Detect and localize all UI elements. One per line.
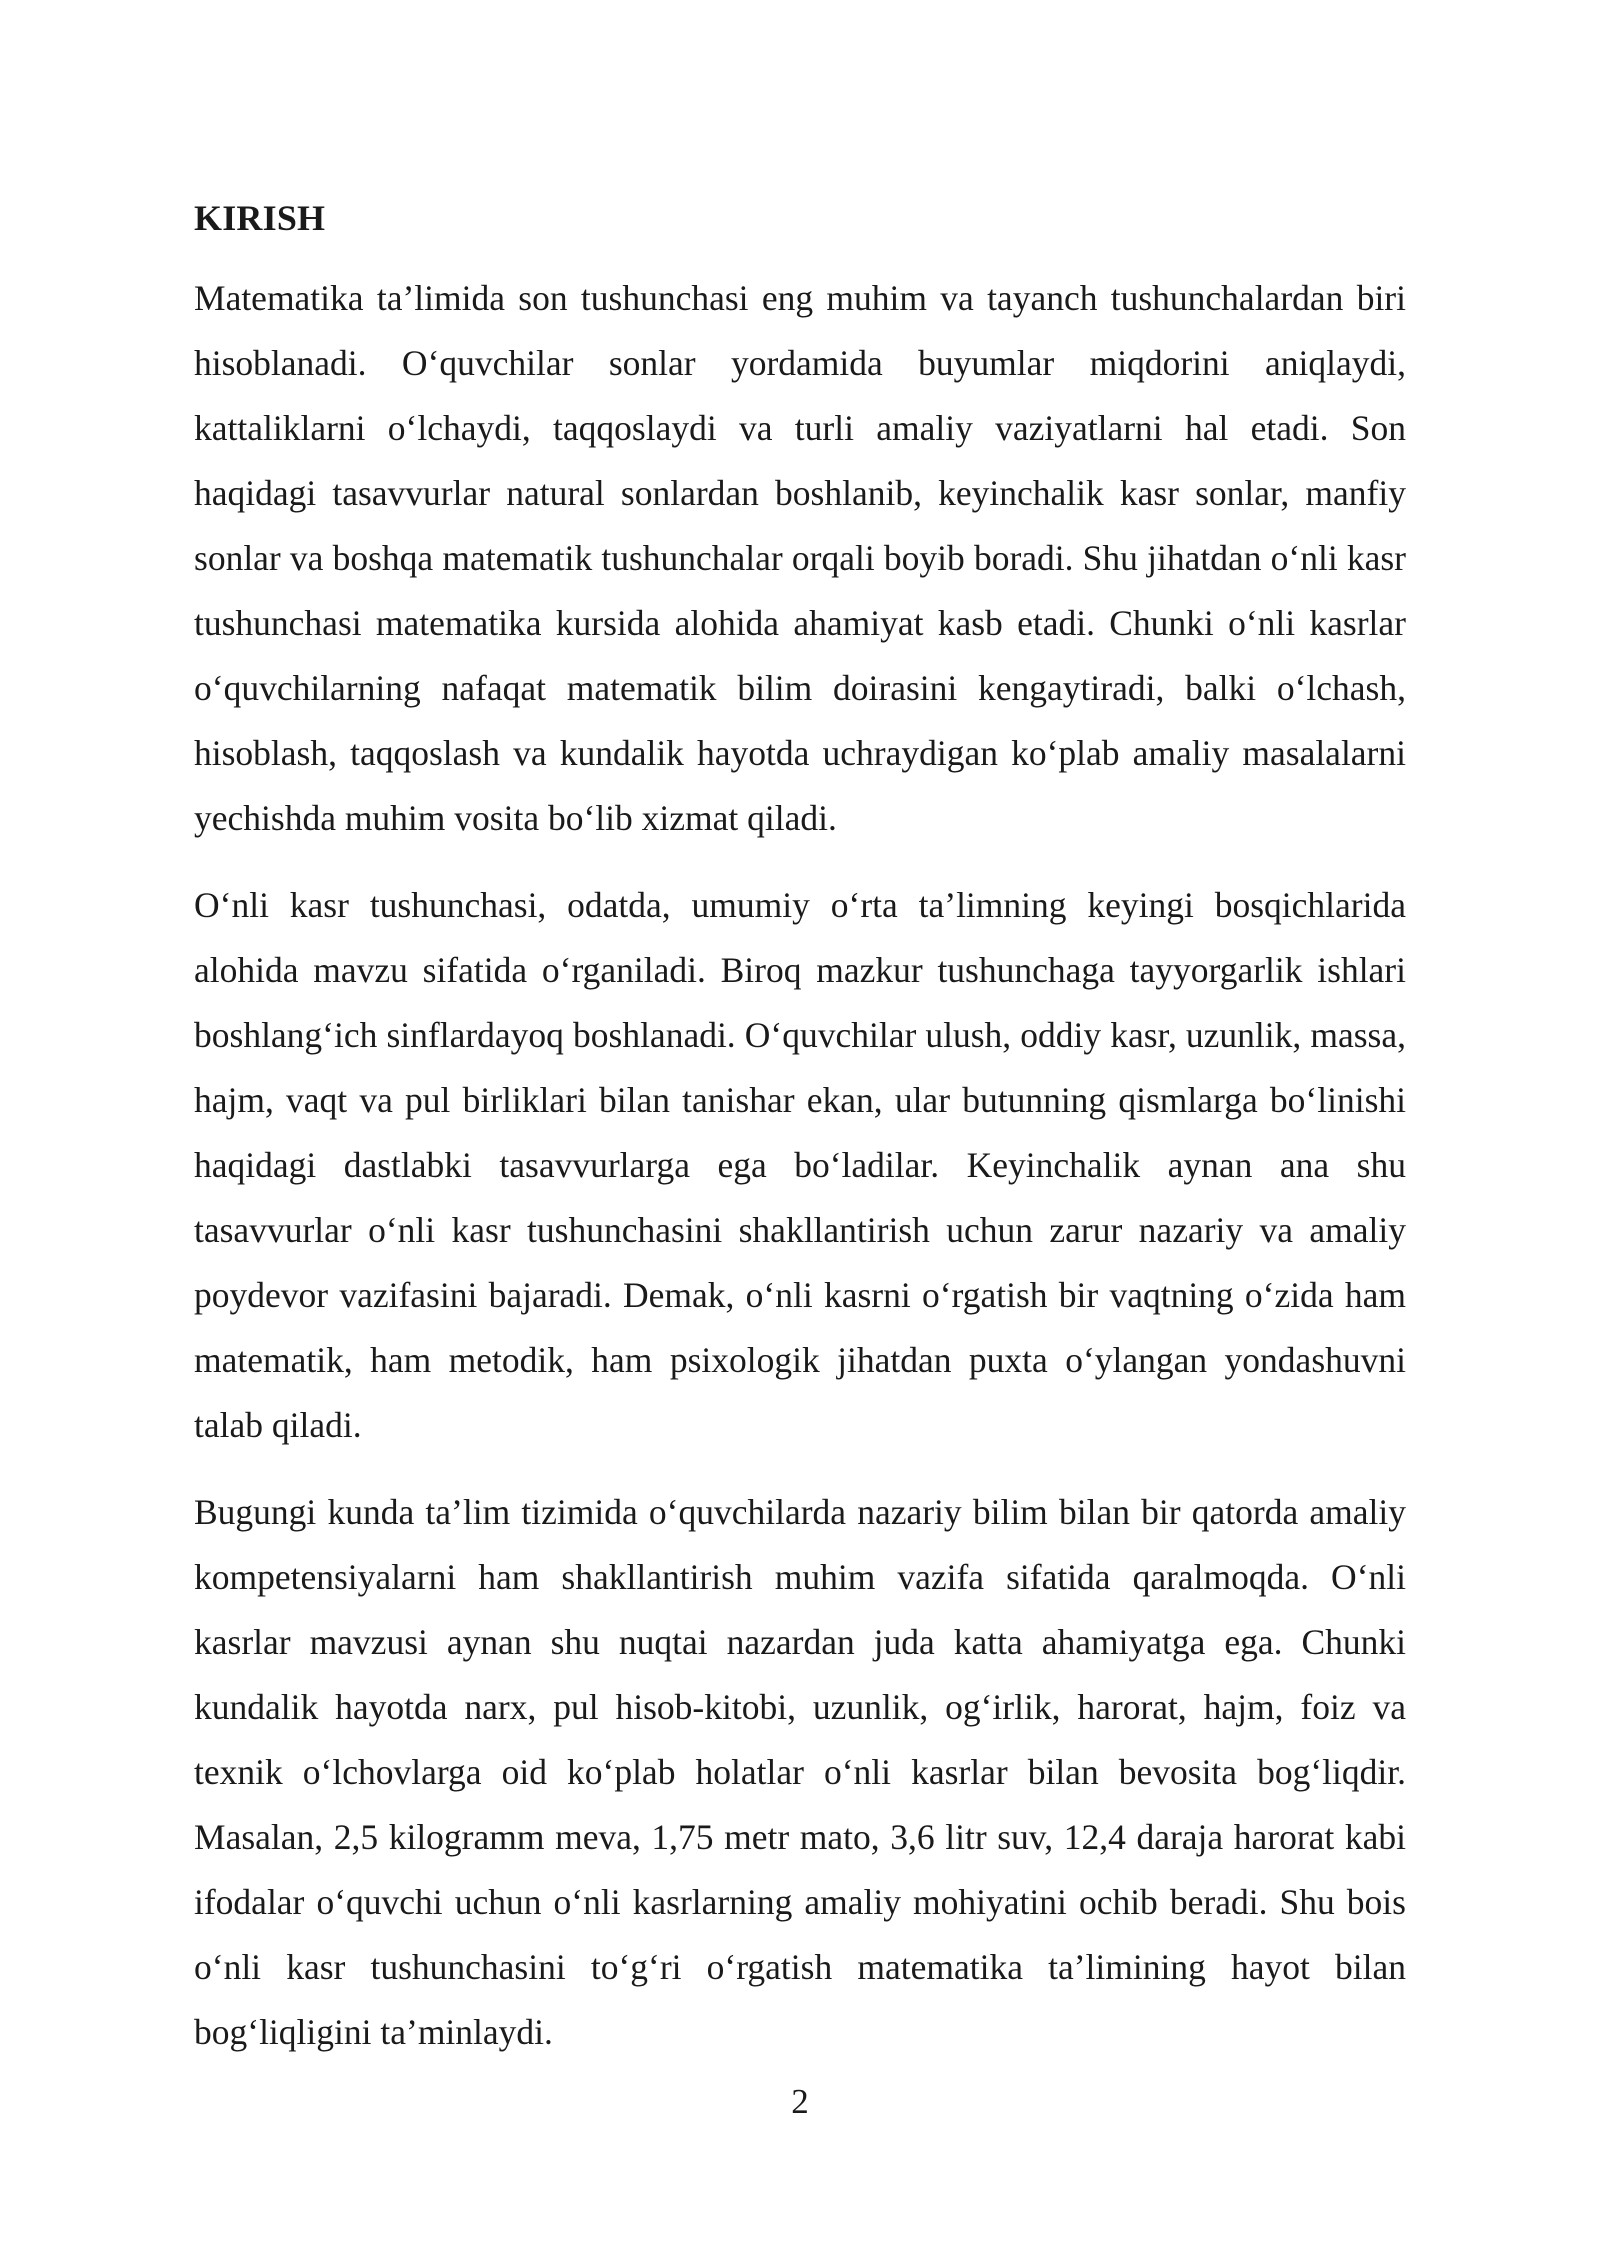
section-heading: KIRISH [194, 198, 326, 238]
paragraph-2: O‘nli kasr tushunchasi, odatda, umumiy o‘rta ta’limning keyingi bosqichlarida alohida mavzu sifatida o‘rganiladi. Biroq mazkur tushunchaga tayyorgarlik ishlari boshlang‘ich sinflardayoq boshlanadi. O‘quvchilar ulush, oddiy kasr, uzunlik, massa, hajm, vaqt va pul birliklari bilan tanishar ekan, ular butunning qismlarga bo‘linishi haqidagi dastlabki tasavvurlarga ega bo‘ladilar. Keyinchalik aynan ana shu tasavvurlar o‘nli kasr tushunchasini shakllantirish uchun zarur nazariy va amaliy poydevor vazifasini bajaradi. Demak, o‘nli kasrni o‘rgatish bir vaqtning o‘zida ham matematik, ham metodik, ham psixologik jihatdan puxta o‘ylangan yondashuvni talab qiladi. [194, 885, 1406, 1445]
paragraph-1: Matematika ta’limida son tushunchasi eng muhim va tayanch tushunchalardan biri hisoblanadi. O‘quvchilar sonlar yordamida buyumlar miqdorini aniqlaydi, kattaliklarni o‘lchaydi, taqqoslaydi va turli amaliy vaziyatlarni hal etadi. Son haqidagi tasavvurlar natural sonlardan boshlanib, keyinchalik kasr sonlar, manfiy sonlar va boshqa matematik tushunchalar orqali boyib boradi. Shu jihatdan o‘nli kasr tushunchasi matematika kursida alohida ahamiyat kasb etadi. Chunki o‘nli kasrlar o‘quvchilarning nafaqat matematik bilim doirasini kengaytiradi, balki o‘lchash, hisoblash, taqqoslash va kundalik hayotda uchraydigan ko‘plab amaliy masalalarni yechishda muhim vosita bo‘lib xizmat qiladi. [194, 278, 1406, 838]
page-number: 2 [791, 2082, 809, 2121]
paragraph-3: Bugungi kunda ta’lim tizimida o‘quvchilarda nazariy bilim bilan bir qatorda amaliy kompetensiyalarni ham shakllantirish muhim vazifa sifatida qaralmoqda. O‘nli kasrlar mavzusi aynan shu nuqtai nazardan juda katta ahamiyatga ega. Chunki kundalik hayotda narx, pul hisob-kitobi, uzunlik, og‘irlik, harorat, hajm, foiz va texnik o‘lchovlarga oid ko‘plab holatlar o‘nli kasrlar bilan bevosita bog‘liqdir. Masalan, 2,5 kilogramm meva, 1,75 metr mato, 3,6 litr suv, 12,4 daraja harorat kabi ifodalar o‘quvchi uchun o‘nli kasrlarning amaliy mohiyatini ochib beradi. Shu bois o‘nli kasr tushunchasini to‘g‘ri o‘rgatish matematika ta’limining hayot bilan bog‘liqligini ta’minlaydi. [194, 1492, 1406, 2052]
page-content [194, 190, 1406, 2087]
